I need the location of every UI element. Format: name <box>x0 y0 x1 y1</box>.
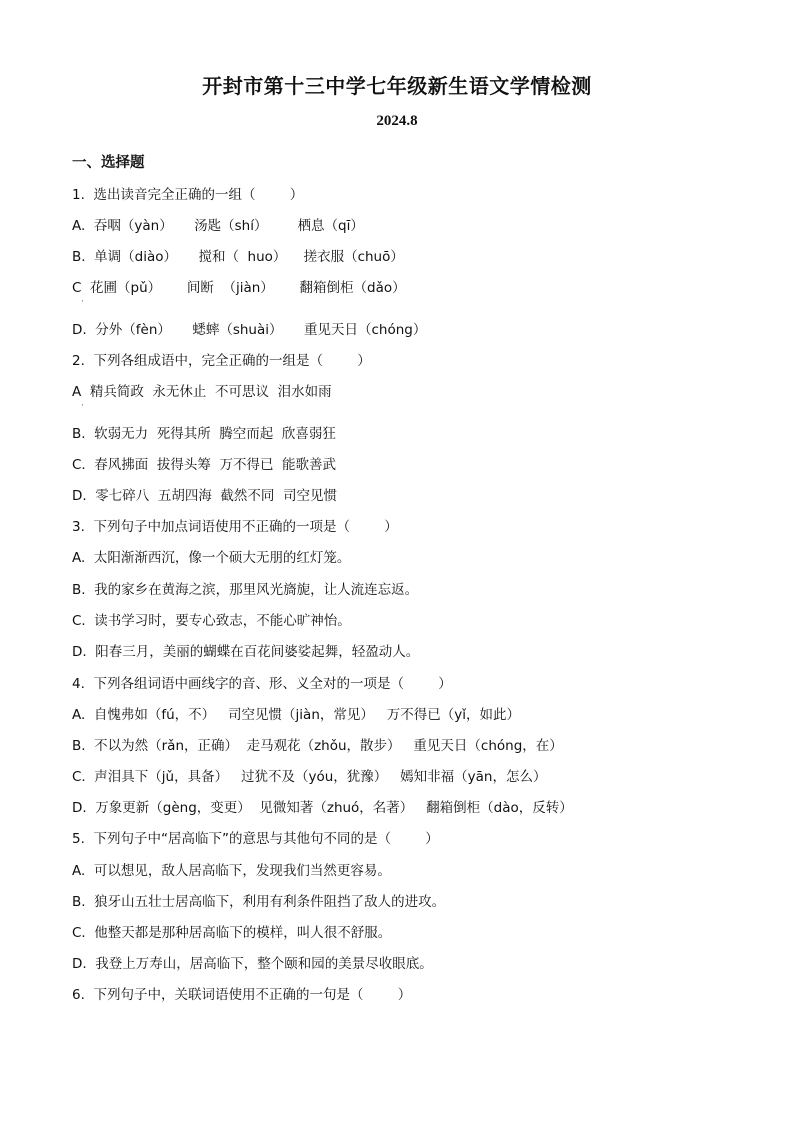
option-5a: A. 可以想见，敌人居高临下，发现我们当然更容易。 <box>72 863 391 879</box>
question-3: 3. 下列句子中加点词语使用不正确的一项是（ ） <box>72 519 398 535</box>
option-4a: A. 自愧弗如（fú，不） 司空见惯（jiàn，常见） 万不得已（yǐ，如此） <box>72 707 520 723</box>
option-3a: A. 太阳渐渐西沉，像一个硕大无朋的红灯笼。 <box>72 550 351 566</box>
option-5d: D. 我登上万寿山，居高临下，整个颐和园的美景尽收眼底。 <box>72 956 433 972</box>
page-title: 开封市第十三中学七年级新生语文学情检测 <box>202 74 592 98</box>
punctuation-dot: · <box>81 401 84 411</box>
section-heading: 一、选择题 <box>72 155 145 171</box>
question-1: 1. 选出读音完全正确的一组（ ） <box>72 187 304 203</box>
option-3b: B. 我的家乡在黄海之滨，那里风光旖旎，让人流连忘返。 <box>72 582 419 598</box>
option-3c: C. 读书学习时，要专心致志，不能心旷神怡。 <box>72 613 351 629</box>
option-4b: B. 不以为然（rǎn，正确） 走马观花（zhǒu，散步） 重见天日（chóng，在） <box>72 738 563 754</box>
option-1a: A. 吞咽（yàn） 汤匙（shí） 栖息（qī） <box>72 218 364 234</box>
option-1c: C 花圃（pǔ） 间断 （jiàn） 翻箱倒柜（dǎo） <box>72 280 406 296</box>
option-2d: D. 零七碎八 五胡四海 截然不同 司空见惯 <box>72 488 338 504</box>
option-5c: C. 他整天都是那种居高临下的模样，叫人很不舒服。 <box>72 925 392 941</box>
question-5: 5. 下列句子中“居高临下”的意思与其他句不同的是（ ） <box>72 831 439 847</box>
question-2: 2. 下列各组成语中，完全正确的一组是（ ） <box>72 353 371 369</box>
option-2c: C. 春风拂面 拔得头筹 万不得已 能歌善武 <box>72 457 337 473</box>
option-5b: B. 狼牙山五壮士居高临下，利用有利条件阻挡了敌人的进攻。 <box>72 894 446 910</box>
exam-date: 2024.8 <box>376 113 418 129</box>
option-1d: D. 分外（fèn） 蟋蟀（shuài） 重见天日（chóng） <box>72 322 427 338</box>
option-4d: D. 万象更新（gèng，变更） 见微知著（zhuó，名著） 翻箱倒柜（dào，反转） <box>72 800 573 816</box>
option-2a: A 精兵简政 永无休止 不可思议 泪水如雨 <box>72 384 332 400</box>
question-4: 4. 下列各组词语中画线字的音、形、义全对的一项是（ ） <box>72 676 452 692</box>
option-2b: B. 软弱无力 死得其所 腾空而起 欣喜弱狂 <box>72 426 336 442</box>
option-3d: D. 阳春三月，美丽的蝴蝶在百花间婆娑起舞，轻盈动人。 <box>72 644 420 660</box>
question-6: 6. 下列句子中，关联词语使用不正确的一句是（ ） <box>72 987 412 1003</box>
option-4c: C. 声泪具下（jǔ，具备） 过犹不及（yóu，犹豫） 嫣知非福（yān，怎么） <box>72 769 547 785</box>
punctuation-dot: · <box>81 297 84 307</box>
option-1b: B. 单调（diào） 搅和（ huo） 搓衣服（chuō） <box>72 249 404 265</box>
